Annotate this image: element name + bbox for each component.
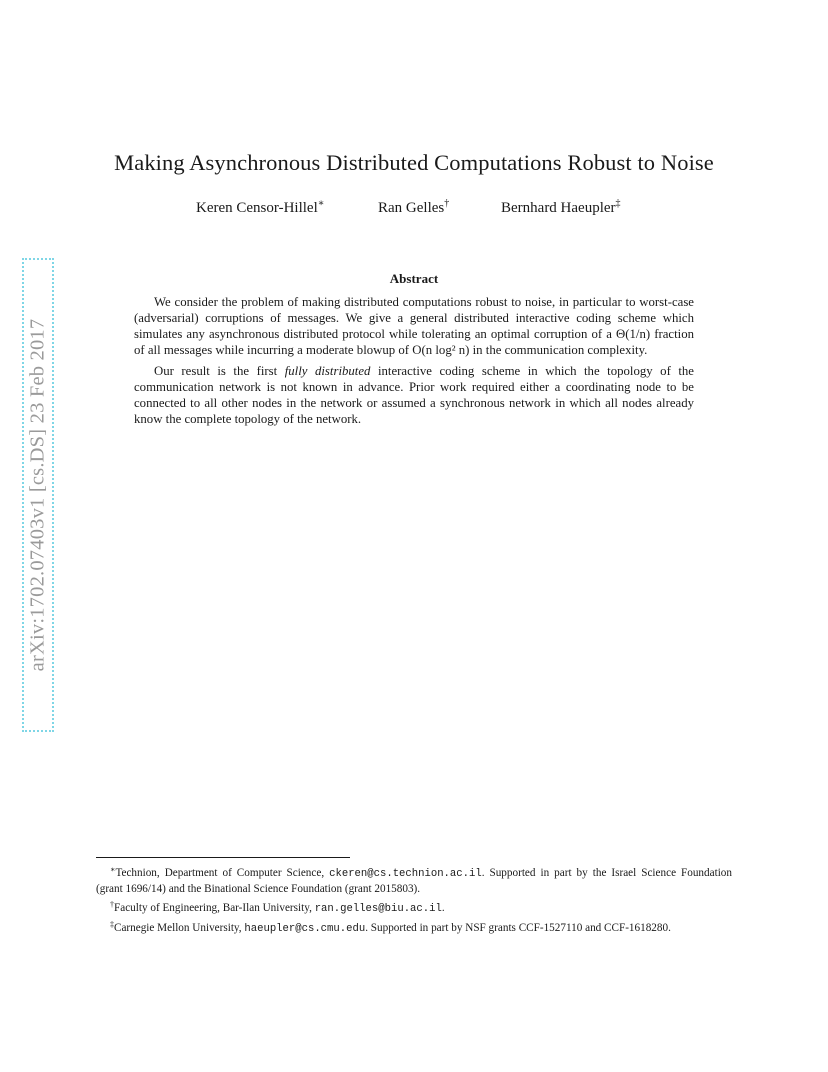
footnote-divider [96, 857, 350, 858]
email-link[interactable]: ran.gelles@biu.ac.il [314, 903, 442, 915]
emphasis: fully distributed [284, 364, 371, 378]
paper-title: Making Asynchronous Distributed Computations Robust to Noise [114, 150, 714, 175]
footnotes [96, 862, 732, 937]
abstract-heading: Abstract [389, 271, 439, 286]
author-gelles: Ran Gelles† [378, 198, 450, 216]
footnote: †Faculty of Engineering, Bar-Ilan University, ran.gelles@biu.ac.il. [110, 900, 445, 915]
abstract-paragraph: Our result is the first fully distributed interactive coding scheme in which the topology of the communication network is not known in advance. Prior work required either a coordinating node to be connected to all other nodes in the network or assumed a synchronous network in which all nodes already know the complete topology of the network. [134, 364, 694, 426]
footnote-mark: ‡ [615, 198, 621, 209]
math-theta: Θ(1/n) [615, 327, 651, 341]
footnote: ∗Technion, Department of Computer Science, ckeren@cs.technion.ac.il. Supported in part by the Israel Science Foundation (grant 1696/14) and the Binational Science Foundation (grant 2015803). [96, 865, 732, 895]
author-haeupler: Bernhard Haeupler‡ [501, 198, 621, 216]
author-censor-hillel: Keren Censor-Hillel∗ [196, 198, 325, 216]
author-list [0, 198, 828, 222]
arxiv-identifier[interactable]: arXiv:1702.07403v1 [cs.DS] 23 Feb 2017 [26, 318, 49, 672]
footnote: ‡Carnegie Mellon University, haeupler@cs.cmu.edu. Supported in part by NSF grants CCF-1527110 and CCF-1618280. [110, 920, 671, 935]
math-blowup: O(n log² n) [412, 343, 470, 357]
footnote-mark: ∗ [317, 198, 325, 209]
footnote-mark: † [444, 198, 450, 209]
abstract-paragraph: We consider the problem of making distributed computations robust to noise, in particular to worst-case (adversarial) corruptions of messages. We give a general distributed interactive coding scheme which simulates any asynchronous distributed protocol while tolerating an optimal corruption of a Θ(1/n) fraction of all messages while incurring a moderate blowup of O(n log² n) in the communication complexity. [134, 295, 694, 357]
email-link[interactable]: ckeren@cs.technion.ac.il [329, 868, 482, 880]
abstract-body [134, 294, 694, 432]
email-link[interactable]: haeupler@cs.cmu.edu [244, 923, 366, 935]
